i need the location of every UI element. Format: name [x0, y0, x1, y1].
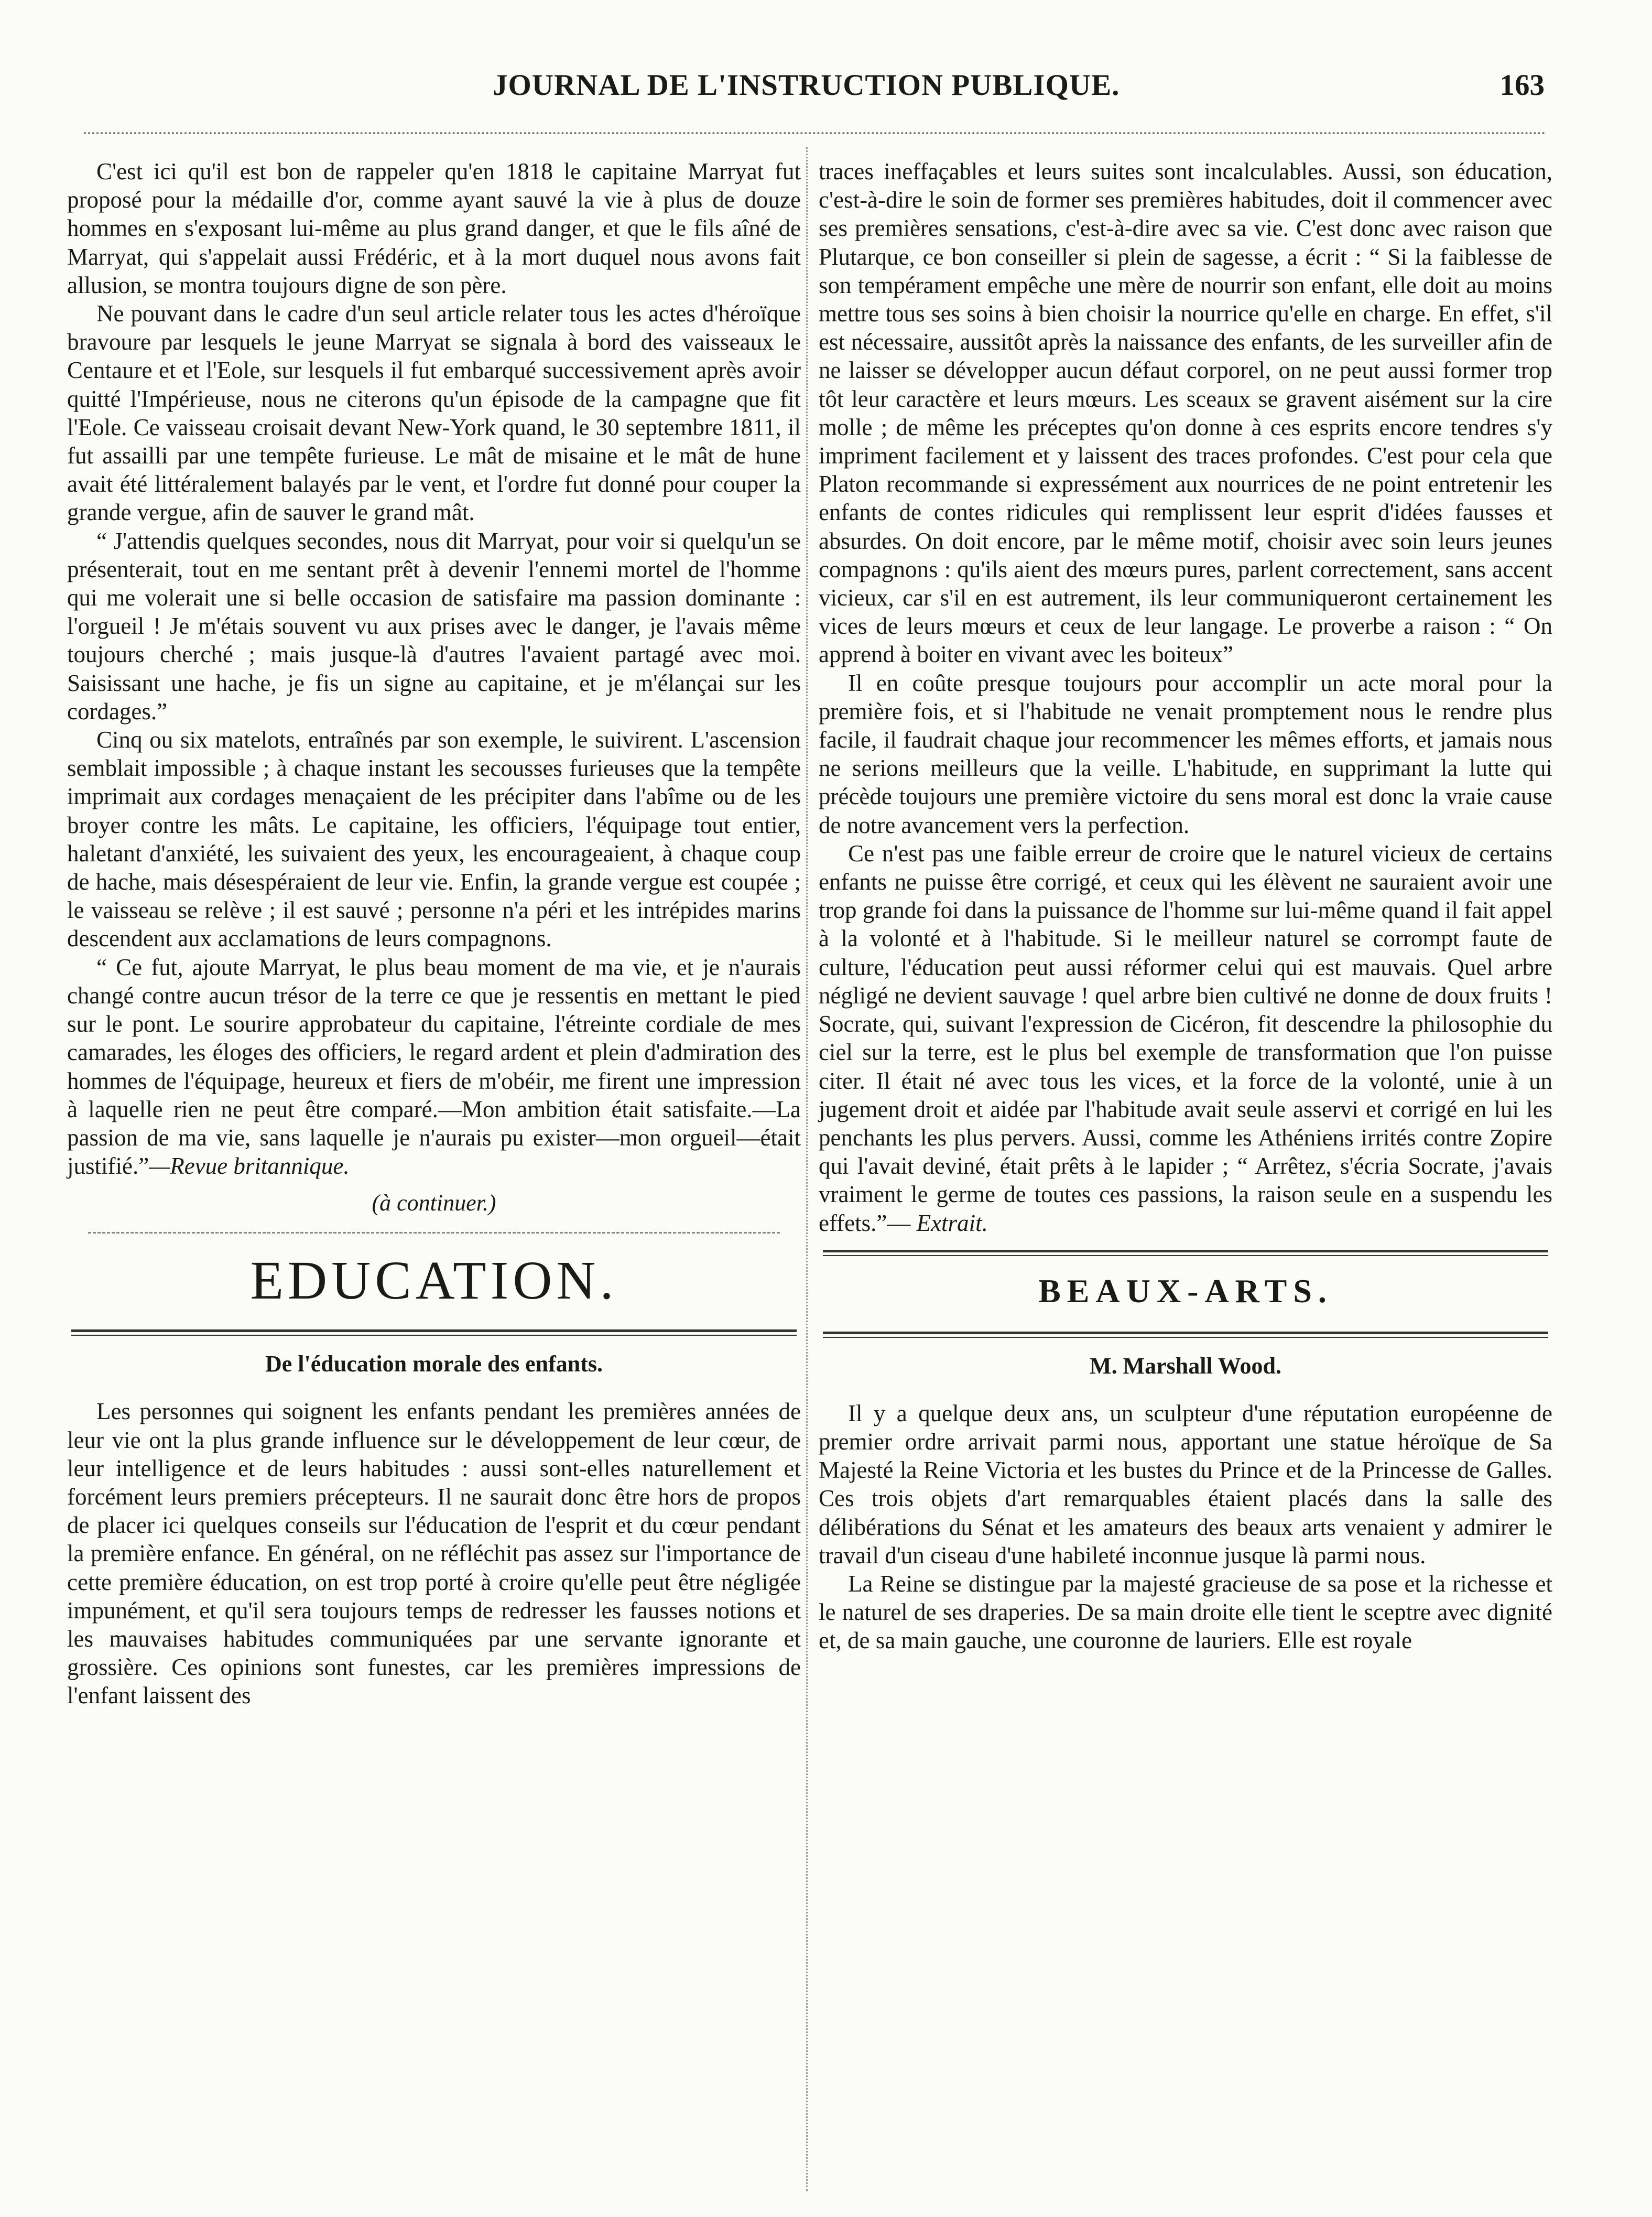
arts-paragraph: Il y a quelque deux ans, un sculpteur d'une réputation européenne de premier ordre arrivait parmi nous, apportant une statue héroïque de Sa Majesté la Reine Victoria et les bustes du Prince et de la Princesse de Galles. Ces trois objets d'art remarquables étaient placés dans la salle des délibérations du Sénat et les amateurs des beaux arts venaient y admirer le travail d'un ciseau d'une habileté inconnue jusque là parmi nous.	[819, 1400, 1552, 1569]
section-title-beaux-arts: BEAUX-ARTS.	[1038, 1272, 1333, 1310]
extract-credit: Extrait.	[916, 1209, 988, 1236]
quote-text: “ Ce fut, ajoute Marryat, le plus beau moment de ma vie, et je n'aurais changé contre aucun trésor de la terre ce que je ressentis en mettant le pied sur le pont. Le sourire approbateur du capitaine, l'étreinte cordiale de mes camarades, les éloges des officiers, le regard ardent et plein d'admiration des hommes de l'équipage, heureux et fiers de m'obéir, me firent une impression à laquelle rien ne peut être comparé.—Mon ambition était satisfaite.—La passion de ma vie, sans laquelle je n'aurais pu exister—mon orgueil—était justifié.”	[67, 954, 801, 1180]
section-rule	[823, 1250, 1548, 1256]
arts-paragraph: La Reine se distingue par la majesté gracieuse de sa pose et la richesse et le naturel de ses draperies. De sa main droite elle tient le sceptre avec dignité et, de sa main gauche, une couronne de lauriers. Elle est royale	[819, 1570, 1552, 1654]
page-number: 163	[1499, 69, 1545, 102]
continued-note: (à continuer.)	[372, 1190, 496, 1216]
section-title-education: EDUCATION.	[250, 1250, 618, 1311]
education-paragraph	[819, 839, 1552, 1237]
section-separator	[88, 1232, 780, 1234]
column-divider	[806, 147, 808, 2191]
education-paragraph: traces ineffaçables et leurs suites sont incalculables. Aussi, son éducation, c'est-à-dire le soin de former ses premières habitudes, doit il commencer avec ses premières sensations, c'est-à-dire avec sa vie. C'est donc avec raison que Plutarque, ce bon conseiller si plein de sagesse, a écrit : “ Si la faiblesse de son tempérament empêche une mère de nourrir son enfant, elle doit au moins mettre tous ses soins à bien choisir la nourrice qu'elle en charge. En effet, s'il est nécessaire, aussitôt après la naissance des enfants, de les surveiller afin de ne laisser se développer aucun défaut corporel, on ne peut aussi former trop tôt leur caractère et leurs mœurs. Les sceaux se gravent aisément sur la cire molle ; de même les préceptes qu'on donne à ces esprits encore tendres s'y impriment facilement et y laissent des traces profondes. C'est pour cela que Platon recommande si expressément aux nourrices de ne point entretenir les enfants de contes ridicules qui remplissent leur esprit d'idées fausses et absurdes. On doit encore, par le même motif, choisir avec soin leurs jeunes compagnons : qu'ils aient des mœurs pures, parlent correctement, sans accent vicieux, car s'il en est autrement, ils leur communiqueront certainement les vices de leurs mœurs et ceux de leur langage. Le proverbe a raison : “ On apprend à boiter en vivant avec les boiteux”	[819, 158, 1552, 668]
source-credit: —Revue britannique.	[149, 1153, 350, 1180]
education-paragraph: Les personnes qui soignent les enfants pendant les premières années de leur vie ont la plus grande influence sur le développement de leur cœur, de leur intelligence et de leurs habitudes : aussi sont-elles naturellement et forcément leurs premiers précepteurs. Il ne saurait donc être hors de propos de placer ici quelques conseils sur l'éducation de l'esprit et du cœur pendant la première enfance. En général, on ne réfléchit pas assez sur l'importance de cette première éducation, on est trop porté à croire qu'elle peut être négligée impunément, et qu'il sera toujours temps de redresser les fausses notions et les mauvaises habitudes communiquées par une servante ignorante et grossière. Ces opinions sont funestes, car les premières impressions de l'enfant laissent des	[67, 1398, 801, 1709]
article-paragraph: Cinq ou six matelots, entraînés par son exemple, le suivirent. L'ascension semblait impossible ; à chaque instant les secousses furieuses que la tempête imprimait aux cordages menaçaient de les précipiter dans l'abîme ou de les broyer contre les mâts. Le capitaine, les officiers, l'équipage tout entier, haletant d'anxiété, les suivaient des yeux, les encourageaient, à chaque coup de hache, mais désespéraient de leur vie. Enfin, la grande vergue est coupée ; le vaisseau se relève ; il est sauvé ; personne n'a péri et les intrépides marins descendent aux acclamations de leurs compagnons.	[67, 727, 801, 952]
education-text: Ce n'est pas une faible erreur de croire que le naturel vicieux de certains enfants ne puisse être corrigé, et ceux qui les élèvent ne sauraient avoir une trop grande foi dans la puissance de l'homme sur lui-même quand il fait appel à la volonté et à l'habitude. Si le meilleur naturel se corrompt faute de culture, l'éducation peut aussi réformer celui qui est mauvais. Quel arbre négligé ne devient sauvage ! quel arbre bien cultivé ne donne de doux fruits ! Socrate, qui, suivant l'expression de Cicéron, fit descendre la philosophie du ciel sur la terre, est le plus bel exemple de transformation que l'on puisse citer. Il était né avec tous les vices, et la force de la volonté, unie à un jugement droit et aidée par l'habitude avait seule asservi et corrigé en lui les penchants les plus pervers. Aussi, comme les Athéniens irrités contre Zopire qui l'avait deviné, était prêts à le lapider ; “ Arrêtez, s'écria Socrate, j'avais vraiment le germe de toutes ces passions, la raison seule en a suspendu les effets.”—	[819, 840, 1552, 1236]
article-subtitle: M. Marshall Wood.	[1090, 1353, 1281, 1379]
right-column	[819, 157, 1552, 1655]
article-paragraph: “ J'attendis quelques secondes, nous dit Marryat, pour voir si quelqu'un se présenterait, tout en me sentant prêt à devenir l'ennemi mortel de l'homme qui me volerait une si belle occasion de satisfaire ma passion dominante : l'orgueil ! Je m'étais souvent vu aux prises avec le danger, je l'avais même toujours cherché ; mais jusque-là d'autres l'avaient partagé avec moi. Saisissant une hache, je fis un signe au capitaine, et je m'élançai sur les cordages.”	[67, 527, 801, 724]
section-rule	[71, 1329, 797, 1336]
left-column	[67, 157, 801, 1710]
article-paragraph: Ne pouvant dans le cadre d'un seul article relater tous les actes d'héroïque bravoure par lesquels le jeune Marryat se signala à bord des vaisseaux le Centaure et et l'Eole, sur lesquels il fut embarqué successivement après avoir quitté l'Impérieuse, nous ne citerons qu'un épisode de la campagne que fit l'Eole. Ce vaisseau croisait devant New-York quand, le 30 septembre 1811, il fut assailli par une tempête furieuse. Le mât de misaine et le mât de hune avait été littéralement balayés par le vent, et l'ordre fut donné pour couper la grande vergue, afin de sauver le grand mât.	[67, 300, 801, 526]
section-rule	[823, 1332, 1548, 1338]
page-header	[0, 68, 1652, 110]
header-rule	[84, 132, 1546, 134]
article-paragraph	[67, 953, 801, 1181]
article-paragraph: C'est ici qu'il est bon de rappeler qu'en 1818 le capitaine Marryat fut proposé pour la médaille d'or, comme ayant sauvé la vie à plus de douze hommes en s'exposant lui-même au plus grand danger, et que le fils aîné de Marryat, qui s'appelait aussi Frédéric, et à la mort duquel nous avons fait allusion, se montra toujours digne de son père.	[67, 158, 801, 298]
running-title: JOURNAL DE L'INSTRUCTION PUBLIQUE.	[493, 69, 1120, 102]
article-subtitle: De l'éducation morale des enfants.	[265, 1351, 603, 1377]
education-paragraph: Il en coûte presque toujours pour accomplir un acte moral pour la première fois, et si l'habitude ne venait promptement nous le rendre plus facile, il faudrait chaque jour recommencer les mêmes efforts, et jamais nous ne serions meilleurs que la veille. L'habitude, en supprimant la lutte qui précède toujours une première victoire du sens moral est donc la vraie cause de notre avancement vers la perfection.	[819, 669, 1552, 838]
